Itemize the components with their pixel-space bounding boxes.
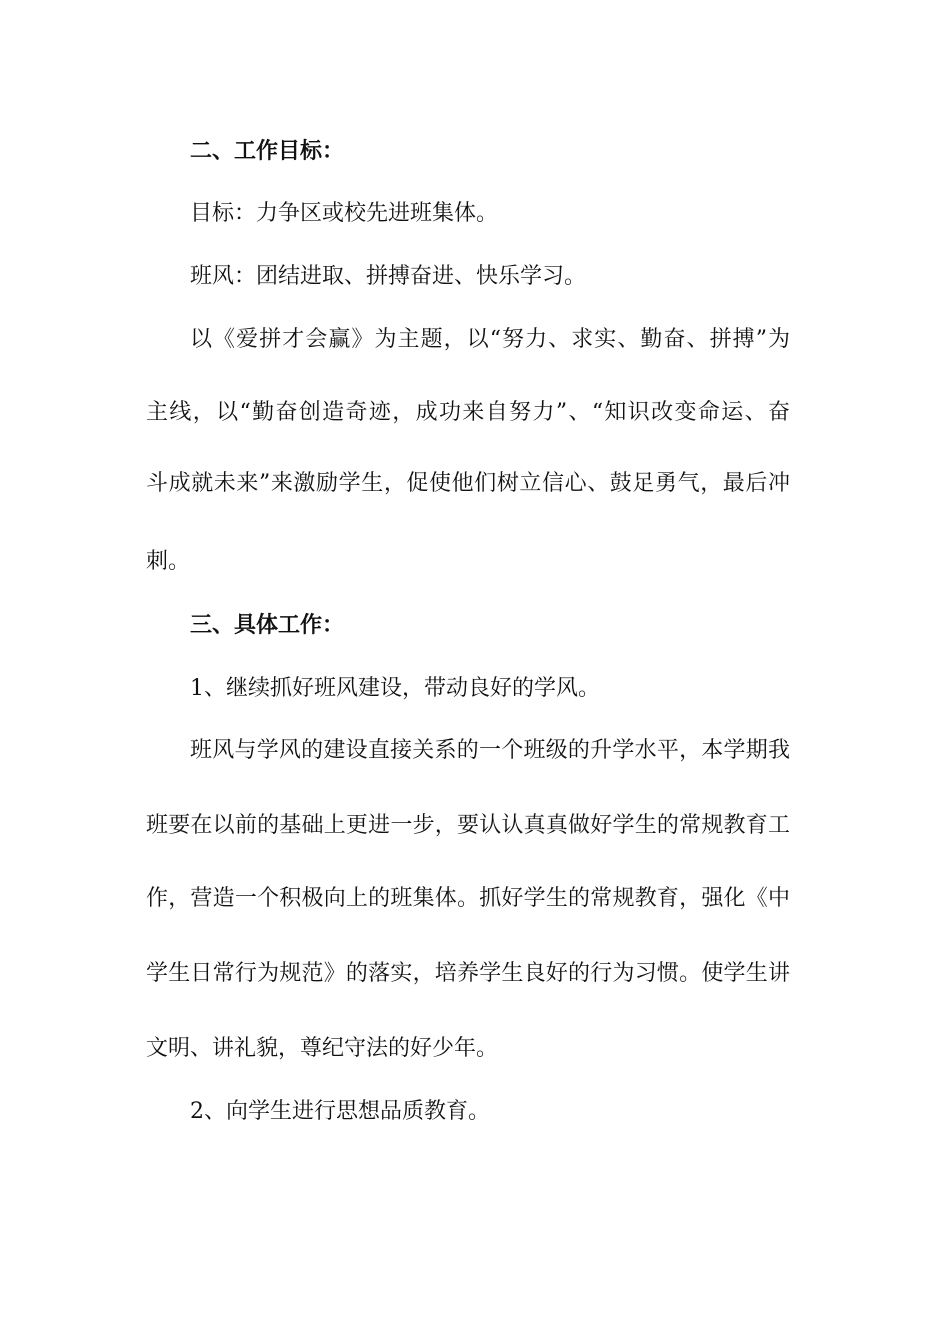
theme-paragraph-line-2: 主线，以“勤奋创造奇迹，成功来自努力”、“知识改变命运、奋	[146, 400, 790, 425]
theme-paragraph-line-1: 以《爱拼才会赢》为主题，以“努力、求实、勤奋、拼搏”为	[190, 327, 790, 352]
theme-paragraph-line-3: 斗成就未来”来激励学生，促使他们树立信心、鼓足勇气，最后冲	[146, 471, 790, 496]
class-style-paragraph: 班风：团结进取、拼搏奋进、快乐学习。	[190, 264, 587, 289]
class-style-detail-line-3: 作，营造一个积极向上的班集体。抓好学生的常规教育，强化《中	[146, 886, 790, 911]
class-style-detail-line-1: 班风与学风的建设直接关系的一个班级的升学水平，本学期我	[190, 738, 790, 763]
class-style-detail-line-2: 班要在以前的基础上更进一步，要认认真真做好学生的常规教育工	[146, 813, 790, 838]
section-heading-work-goals: 二、工作目标：	[190, 139, 345, 164]
class-style-detail-line-4: 学生日常行为规范》的落实，培养学生良好的行为习惯。使学生讲	[146, 961, 790, 986]
section-heading-specific-work: 三、具体工作：	[190, 613, 345, 638]
work-item-1-title: 1、继续抓好班风建设，带动良好的学风。	[190, 676, 600, 701]
class-style-detail-line-5: 文明、讲礼貌，尊纪守法的好少年。	[146, 1036, 499, 1061]
theme-paragraph-line-4: 刺。	[146, 549, 191, 574]
work-item-2-title: 2、向学生进行思想品质教育。	[190, 1099, 490, 1124]
goal-paragraph: 目标：力争区或校先进班集体。	[190, 201, 499, 226]
